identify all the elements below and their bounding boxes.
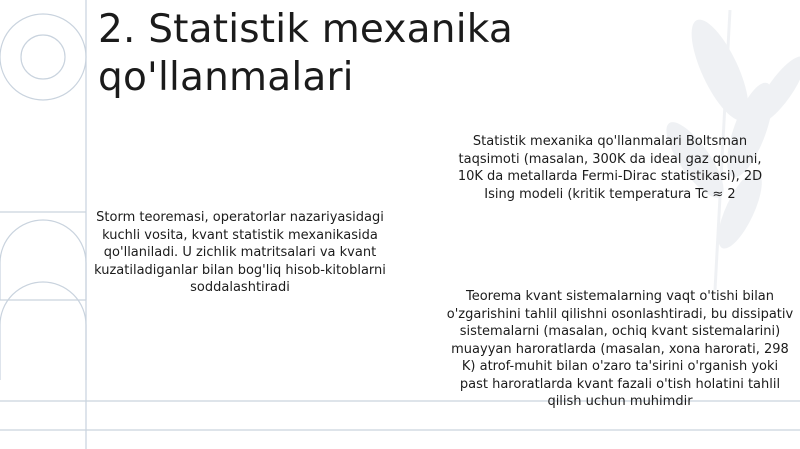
paragraph-quantum-systems: Teorema kvant sistemalarning vaqt o'tishi bilan o'zgarishini tahlil qilishni osonlashtiradi, bu dissipativ sistemalarni (masalan, ochiq kvant sistemalarini) muayyan haroratlarda (masalan, xona harorati, 298 K) atrof-muhit bilan o'zaro ta'sirini o'rganish yoki past haroratlarda kvant fazali o'tish holatini tahlil qilish uchun muhimdir xyxy=(446,289,794,409)
deco-small-circle xyxy=(21,35,65,79)
paragraph-storm-theorem: Storm teoremasi, operatorlar nazariyasidagi kuchli vosita, kvant statistik mexanikasida qo'llaniladi. U zichlik matritsalari va kvant kuzatiladiganlar bilan bog'liq hisob-kitoblarni soddalashtiradi xyxy=(94,210,386,295)
deco-large-circle xyxy=(0,14,86,100)
slide-title: 2. Statistik mexanika qo'llanmalari xyxy=(98,7,513,100)
paragraph-statistical-applications: Statistik mexanika qo'llanmalari Boltsman taqsimoti (masalan, 300K da ideal gaz qonuni, 10K da metallarda Fermi-Dirac statistikasi), 2D Ising modeli (kritik temperatura Tc ≈ 2 xyxy=(457,134,763,202)
deco-arch xyxy=(0,220,86,300)
deco-arch xyxy=(0,282,86,380)
